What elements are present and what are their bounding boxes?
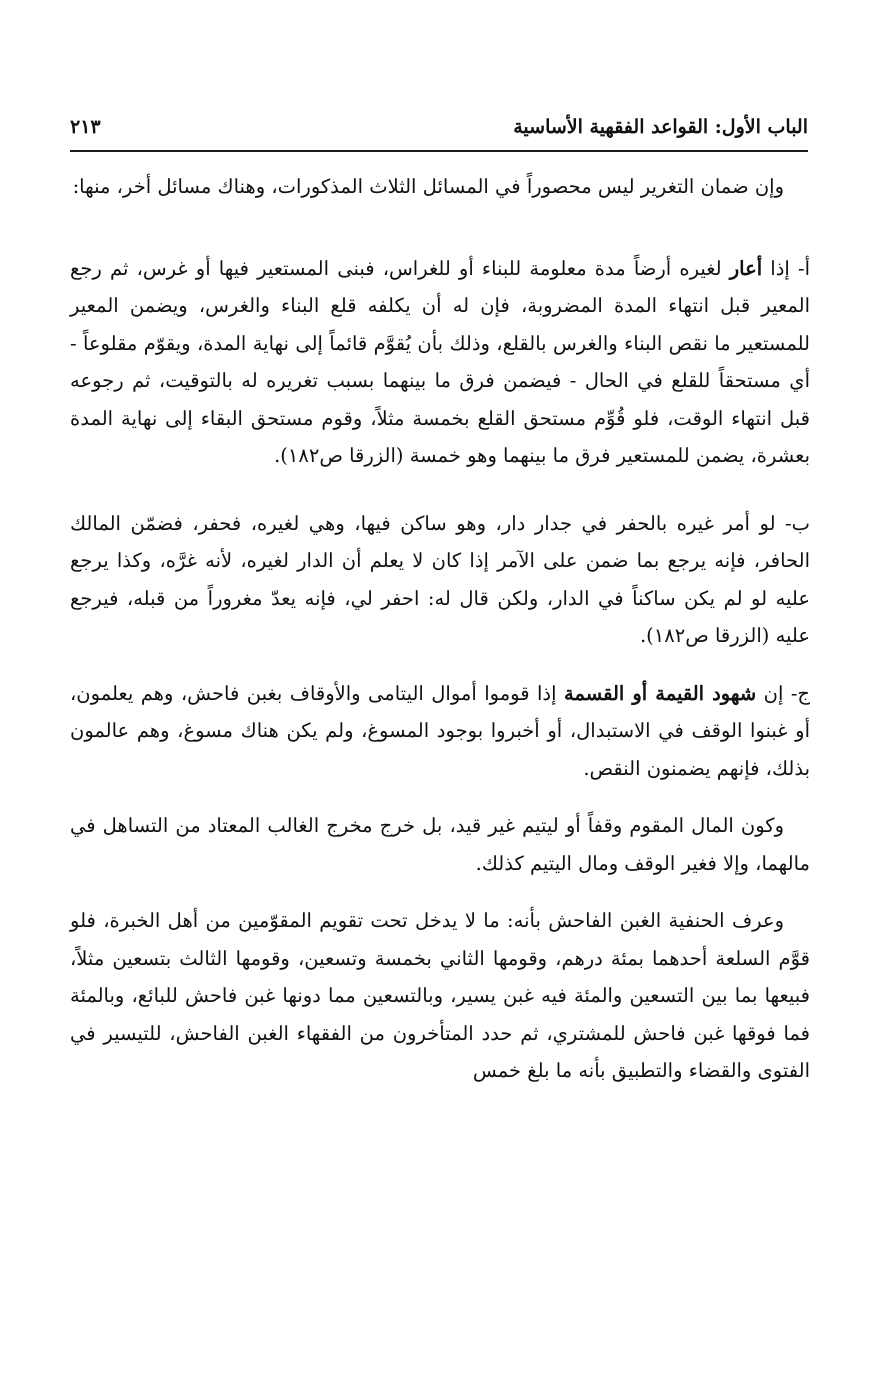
definition-paragraph: وعرف الحنفية الغبن الفاحش بأنه: ما لا يدخل تحت تقويم المقوّمين من أهل الخبرة، فلو قوَّم السلعة أحدهما بمئة درهم، وقومها الثاني بخمسة وتسعين، وقومها الثالث بتسعين مثلاً، فبيعها بما بين التسعين والمئة فيه غبن يسير، وبالتسعين مما دونها غبن فاحش للبائع، وبالمئة فما فوقها غبن فاحش للمشتري، ثم حدد المتأخرون من الفقهاء الغبن الفاحش، للتيسير في الفتوى والقضاء والتطبيق بأنه ما بلغ خمس: [70, 909, 810, 1082]
condition-paragraph: وكون المال المقوم وقفاً أو ليتيم غير قيد، بل خرج مخرج الغالب المعتاد من التساهل في مالهما، وإلا فغير الوقف ومال اليتيم كذلك.: [70, 814, 810, 875]
item-a-keyword: أعار: [729, 256, 763, 280]
page-header: [70, 112, 808, 152]
item-a-text: لغيره أرضاً مدة معلومة للبناء أو للغراس، فبنى المستعير فيها أو غرس، ثم رجع المعير قبل انتهاء المدة المضروبة، فإن له أن يكلفه قلع البناء والغرس، ويضمن المعير للمستعير ما نقص البناء والغرس بالقلع، وذلك بأن يُقوَّم قائماً إلى نهاية المدة، ويقوّم مقلوعاً - أي مستحقاً للقلع في الحال - فيضمن فرق ما بينهما بسبب تغريره له بالتوقيت، ثم رجوعه قبل انتهاء الوقت، فلو قُوِّم مستحق القلع بخمسة مثلاً، وقوم مستحق البقاء إلى نهاية المدة بعشرة، يضمن للمستعير فرق ما بينهما وهو خمسة (الزرقا ص١٨٢).: [70, 256, 810, 467]
item-a-marker: أ- إذا: [762, 256, 810, 280]
item-c-paragraph: [70, 675, 810, 788]
item-c-keyword: شهود القيمة أو القسمة: [563, 681, 757, 705]
item-c-text: إذا قوموا أموال اليتامى والأوقاف بغبن فاحش، وهم يعلمون، أو غبنوا الوقف في الاستبدال، أو أخبروا بوجود المسوغ، ولم يكن هناك مسوغ، وهم عالمون بذلك، فإنهم يضمنون النقص.: [70, 681, 810, 780]
intro-paragraph: وإن ضمان التغرير ليس محصوراً في المسائل الثلاث المذكورات، وهناك مسائل أخر، منها:: [72, 175, 784, 198]
item-a-paragraph: [70, 250, 810, 475]
page-body: [70, 168, 810, 1090]
chapter-title: الباب الأول: القواعد الفقهية الأساسية: [513, 116, 808, 138]
item-c-marker: ج- إن: [756, 681, 811, 705]
item-b-paragraph: ب- لو أمر غيره بالحفر في جدار دار، وهو ساكن فيها، وهي لغيره، فحفر، فضمّن المالك الحافر، فإنه يرجع بما ضمن على الآمر إذا كان لا يعلم أن الدار لغيره، لأنه غرَّه، وكذا يرجع عليه لو لم يكن ساكناً في الدار، ولكن قال له: احفر لي، فإنه يعدّ مغروراً من قبله، فيرجع عليه (الزرقا ص١٨٢).: [70, 511, 810, 647]
page-number: ٢١٣: [70, 116, 101, 138]
